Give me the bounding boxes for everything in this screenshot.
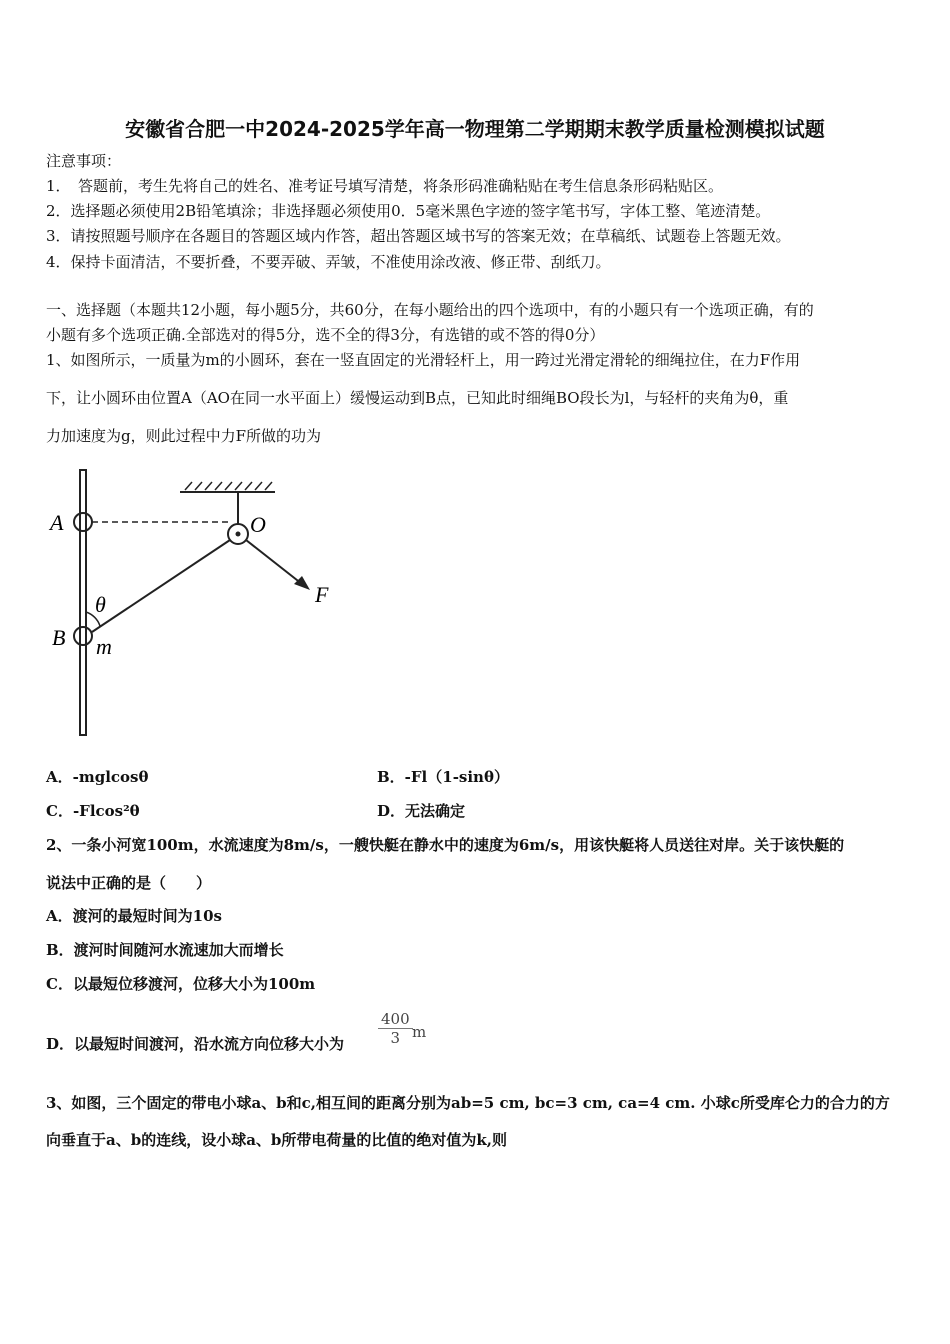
section-header: 小题有多个选项正确.全部选对的得5分，选不全的得3分，有选错的或不答的得0分） [46,326,605,344]
q1-option-c[interactable]: C．-Flcos²θ [46,802,140,820]
q2-option-c[interactable]: C．以最短位移渡河，位移大小为100m [46,975,316,993]
q1-text: 1、如图所示，一质量为m的小圆环，套在一竖直固定的光滑轻杆上，用一跨过光滑定滑轮的细绳拉住，在力F作用 [46,351,801,369]
q1-option-b[interactable]: B．-Fl（1-sinθ） [377,768,509,786]
fraction-denominator: 3 [390,1029,401,1047]
note-item: 3．请按照题号顺序在各题目的答题区域内作答，超出答题区域书写的答案无效；在草稿纸、试题卷上答题无效。 [46,227,791,245]
label-F: F [315,582,329,607]
fraction [378,1010,413,1047]
section-header: 一、选择题（本题共12小题，每小题5分，共60分，在每小题给出的四个选项中，有的小题只有一个选项正确，有的 [46,301,814,319]
q2-text: 说法中正确的是（ ） [46,874,212,892]
q3-text: 向垂直于a、b的连线，设小球a、b所带电荷量的比值的绝对值为k,则 [46,1131,508,1149]
note-item: 2．选择题必须使用2B铅笔填涂；非选择题必须使用0．5毫米黑色字迹的签字笔书写，字体工整、笔迹清楚。 [46,202,771,220]
q1-option-d[interactable]: D．无法确定 [377,802,466,820]
q3-text: 3、如图，三个固定的带电小球a、b和c,相互间的距离分别为ab=5 cm, bc=3 cm, ca=4 cm. 小球c所受库仑力的合力的方 [46,1094,890,1112]
note-item: 1． 答题前，考生先将自己的姓名、准考证号填写清楚，将条形码准确粘贴在考生信息条形码粘贴区。 [46,177,724,195]
q1-diagram [40,462,350,742]
q1-text: 下，让小圆环由位置A（AO在同一水平面上）缓慢运动到B点，已知此时细绳BO段长为l，与轻杆的夹角为θ，重 [46,389,789,407]
q2-option-a[interactable]: A．渡河的最短时间为10s [46,907,222,925]
q2-text: 2、一条小河宽100m，水流速度为8m/s，一艘快艇在静水中的速度为6m/s，用该快艇将人员送往对岸。关于该快艇的 [46,836,845,854]
fraction-unit: m [412,1023,427,1041]
q2-option-b[interactable]: B．渡河时间随河水流速加大而增长 [46,941,284,959]
label-O: O [250,512,266,537]
label-m: m [96,634,112,659]
q2-option-d[interactable]: D．以最短时间渡河，沿水流方向位移大小为 [46,1035,345,1053]
fraction-numerator: 400 [378,1010,413,1029]
label-A: A [50,510,64,535]
note-item: 4．保持卡面清洁，不要折叠，不要弄破、弄皱，不准使用涂改液、修正带、刮纸刀。 [46,253,611,271]
label-B: B [52,625,66,650]
q1-option-a[interactable]: A．-mglcosθ [46,768,149,786]
q1-text: 力加速度为g，则此过程中力F所做的功为 [46,427,322,445]
label-theta: θ [95,592,106,617]
page-title: 安徽省合肥一中2024-2025学年高一物理第二学期期末教学质量检测模拟试题 [125,117,825,141]
notes-heading: 注意事项： [46,152,122,170]
